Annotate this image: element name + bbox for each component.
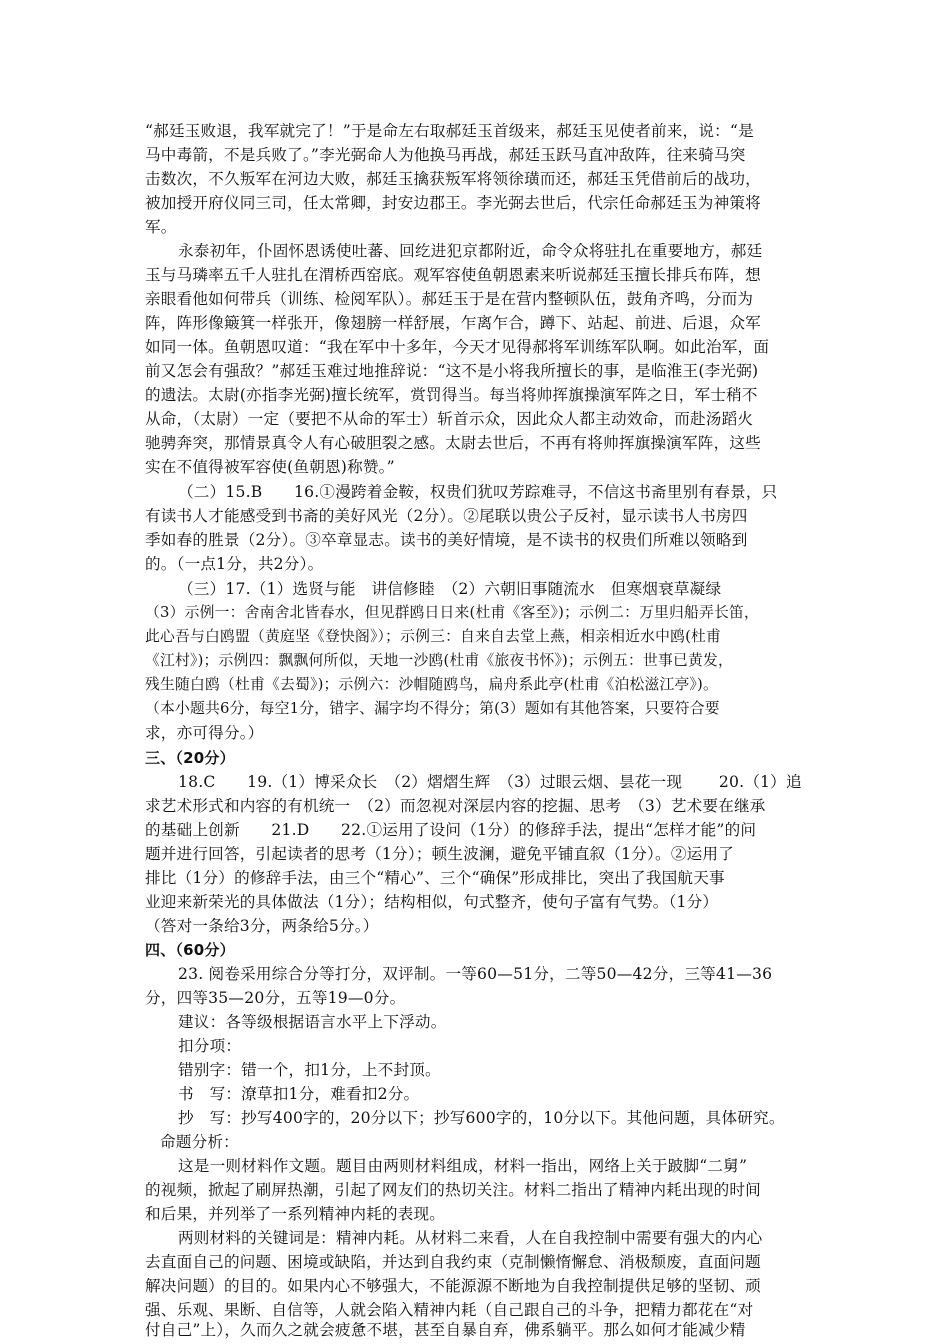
text-line: 求，亦可得分。） [145,724,264,742]
text-line: 此心吾与白鸥盟（黄庭坚《登快阁》）；示例三：自来自去堂上燕，相亲相近水中鸥(杜甫 [145,628,722,645]
text-line: 马中毒箭，不是兵败了。”李光弼命人为他换马再战，郝廷玉跃马直冲敌阵，往来骑马突 [145,146,746,164]
text-line: 付自己”上），久而久之就会疲惫不堪，甚至自暴自弃，佛系躺平。那么如何才能减少精 [145,1321,746,1339]
text-line: 去直面自己的问题、困境或缺陷，并达到自我约束（克制懒惰懈怠、消极颓废，直面问题 [145,1253,761,1271]
text-line: “郝廷玉败退，我军就完了！”于是命左右取郝廷玉首级来，郝廷玉见使者前来，说：“是 [145,122,754,140]
text-line: 的基础上创新 21.D 22.①运用了设问（1分）的修辞手法，提出“怎样才能”的问 [145,821,757,839]
text-line: 季如春的胜景（2分）。③卒章显志。读书的美好情境，是不读书的权贵们所难以领略到 [145,531,748,549]
text-line: 的。（一点1分，共2分）。 [145,555,324,573]
text-line: 和后果，并列举了一系列精神内耗的表现。 [145,1205,446,1223]
text-line: 的视频，掀起了刷屏热潮，引起了网友们的热切关注。材料二指出了精神内耗出现的时间 [145,1181,761,1199]
text-line: 阵，阵形像簸箕一样张开，像翅膀一样舒展，乍离乍合，蹲下、站起、前进、后退，众军 [145,314,761,332]
text-line: 实在不值得被军容使(鱼朝恩)称赞。” [145,458,395,476]
text-line: 抄 写：抄写400字的，20分以下；抄写600字的，10分以下。其他问题，具体研究。 [178,1109,785,1127]
text-line: 有读书人才能感受到书斋的美好风光（2分）。②尾联以贵公子反衬，显示读书人书房四 [145,507,748,525]
text-line: 这是一则材料作文题。题目由两则材料组成，材料一指出，网络上关于跛脚“二舅” [178,1157,748,1175]
text-line: 前又怎会有强敌？”郝廷玉难过地推辞说：“这不是小将我所擅长的事，是临淮王(李光弼) [145,362,759,380]
text-line: 残生随白鸥（杜甫《去蜀》)；示例六：沙帽随鸥鸟，扁舟系此亭(杜甫《泊松滋江亭》)。 [145,676,719,693]
text-line: 错别字：错一个，扣1分，上不封顶。 [178,1061,441,1079]
text-line: 23. 阅卷采用综合分等打分，双评制。一等60—51分，二等50—42分，三等41—36 [178,965,773,983]
text-line: 永泰初年，仆固怀恩诱使吐蕃、回纥进犯京都附近，命令众将驻扎在重要地方，郝廷 [178,242,763,260]
text-line: 《江村》)；示例四：飘飘何所似，天地一沙鸥(杜甫《旅夜书怀》)；示例五：世事已黄发， [145,652,733,669]
text-line: 业迎来新荣光的具体做法（1分）；结构相似，句式整齐，使句子富有气势。（1分） [145,893,719,911]
text-line: 命题分析： [160,1133,239,1151]
text-line: 18.C 19.（1）博采众长 （2）熠熠生辉 （3）过眼云烟、昙花一现 20.（1）追 [178,773,802,791]
text-line: 排比（1分）的修辞手法，由三个“精心”、三个“确保”形成排比，突出了我国航天事 [145,869,725,887]
text-line: 被加授开府仪同三司，任太常卿，封安边郡王。李光弼去世后，代宗任命郝廷玉为神策将 [145,194,761,212]
text-line: 求艺术形式和内容的有机统一 （2）而忽视对深层内容的挖掘、思考 （3）艺术要在继承 [145,797,766,815]
text-line: 两则材料的关键词是：精神内耗。从材料二来看，人在自我控制中需要有强大的内心 [178,1229,763,1247]
text-line: 扣分项： [178,1037,242,1055]
text-line: 击数次，不久叛军在河边大败，郝廷玉擒获叛军将领徐璜而还，郝廷玉凭借前后的战功， [145,170,761,188]
text-line: 强、乐观、果断、自信等，人就会陷入精神内耗（自己跟自己的斗争，把精力都花在“对 [145,1301,754,1319]
text-line: （二）15.B 16.①漫跨着金鞍，权贵们犹叹芳踪难寻，不信这书斋里别有春景，只 [178,483,778,501]
text-line: （三）17.（1）选贤与能 讲信修睦 （2）六朝旧事随流水 但寒烟衰草凝绿 [178,580,722,598]
text-line: （本小题共6分，每空1分，错字、漏字均不得分；第(3）题如有其他答案，只要符合要 [145,700,720,717]
text-line: 军。 [145,218,177,236]
text-line: 建议：各等级根据语言水平上下浮动。 [178,1013,447,1031]
text-line: 亲眼看他如何带兵（训练、检阅军队）。郝廷玉于是在营内整顿队伍，鼓角齐鸣，分而为 [145,290,754,308]
text-line: 题并进行回答，引起读者的思考（1分）；顿生波澜，避免平铺直叙（1分）。②运用了 [145,845,735,863]
text-line: （3）示例一：舍南舍北皆春水，但见群鸥日日来(杜甫《客至》)；示例二：万里归船弄长笛， [145,604,760,621]
text-line: 从命，（太尉）一定（要把不从命的军士）斩首示众，因此众人都主动效命，而赴汤蹈火 [145,410,754,428]
text-line: 分，四等35—20分，五等19—0分。 [145,989,406,1007]
section-heading: 三、（20分） [145,749,235,767]
section-heading: 四、（60分） [145,941,235,959]
text-line: 书 写：潦草扣1分，难看扣2分。 [178,1085,420,1103]
text-line: 的遗法。太尉(亦指李光弼)擅长统军，赏罚得当。每当将帅挥旗操演军阵之日，军士稍不 [145,386,758,404]
text-line: 解决问题）的目的。如果内心不够强大，不能源源不断地为自我控制提供足够的坚韧、顽 [145,1277,761,1295]
text-line: 如同一体。鱼朝恩叹道：“我在军中十多年，今天才见得郝将军训练军队啊。如此治军，面 [145,338,770,356]
text-line: 玉与马璘率五千人驻扎在渭桥西窑底。观军容使鱼朝恩素来听说郝廷玉擅长排兵布阵，想 [145,266,761,284]
text-line: （答对一条给3分，两条给5分。） [145,917,379,935]
text-line: 驰骋奔突，那情景真令人有心破胆裂之感。太尉去世后，不再有将帅挥旗操演军阵，这些 [145,434,761,452]
